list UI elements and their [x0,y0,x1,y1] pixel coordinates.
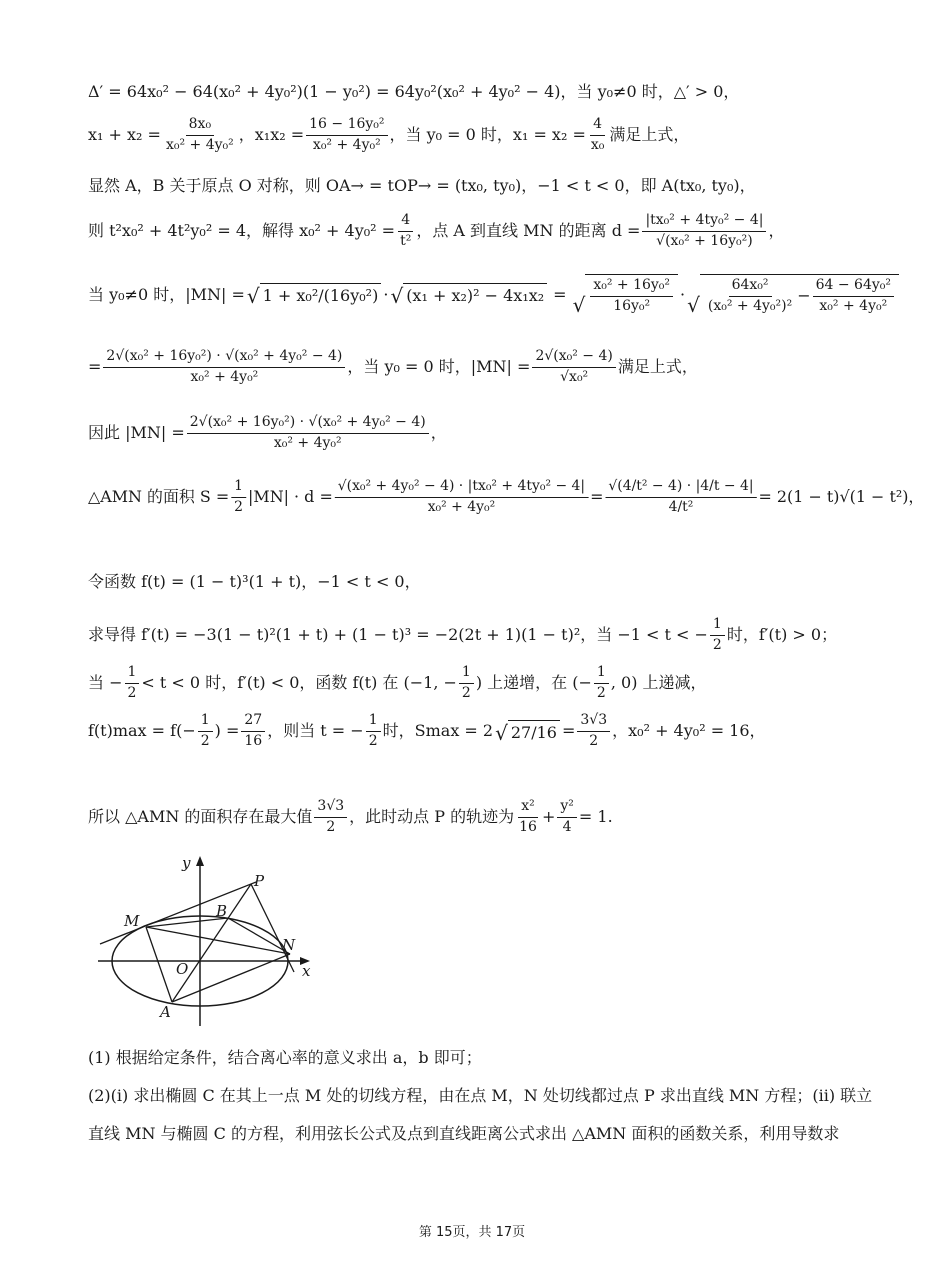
text: 令函数 f(t) = (1 − t)³(1 + t)，−1 < t < 0， [88,572,421,591]
fraction: $\frac{\text{√(x₀² + 4y₀² − 4) · |tx₀² + 4ty₀² − 4|}}{\text{x₀² + 4y₀²}}$ [335,478,588,516]
text: 时，Smax = 2 [382,721,494,740]
text: ， [430,423,447,442]
text: ，此时动点 P 的轨迹为 [349,807,515,826]
line-13 [88,798,613,836]
fraction: $\frac{1}{2}$ [710,616,725,654]
label-p: P [254,872,265,890]
text: 时，f′(t) > 0； [726,625,838,644]
fraction: $\frac{4}{\text{x₀}}$ [590,116,605,153]
line-15 [88,1086,872,1106]
text: = [88,357,102,376]
fraction: $\frac{\text{y²}}{4}$ [557,798,577,836]
label-a: A [160,1003,171,1021]
label-x: x [302,962,311,980]
text: 当 y₀≠0 时，|MN| = [88,284,245,304]
line-am [146,927,172,1002]
text: ，点 A 到直线 MN 的距离 d = [416,221,641,240]
text: 满足上式， [617,357,698,376]
label-o: O [176,960,189,978]
dot: · [383,284,389,304]
fraction: $\frac{1}{2}$ [366,712,381,750]
sqrt: √ $\frac{\text{x₀² + 16y₀²}}{\text{16y₀²}}$ [573,274,678,315]
line-pn [251,884,294,972]
text: ，x₁x₂ = [238,125,305,144]
line-5 [88,274,901,315]
fraction: $\frac{\text{|tx₀² + 4ty₀² − 4|}}{\text{√(x₀² + 16y₀²)}}$ [642,212,766,250]
text: = 1. [578,807,613,826]
fraction: $\frac{\text{8x₀}}{\text{x₀² + 4y₀²}}$ [165,116,234,153]
text: = [561,721,576,740]
sqrt: √ (x₁ + x₂)² − 4x₁x₂ [390,283,547,306]
text: < t < 0 时，f′(t) < 0，函数 f(t) 在 (−1, − [141,673,457,692]
text: , 0) 上递减， [610,673,707,692]
text: 求导得 f′(t) = −3(1 − t)²(1 + t) + (1 − t)³ = −2(2t + 1)(1 − t)²，当 −1 < t < − [88,625,708,644]
fraction: $\frac{\text{x²}}{16}$ [519,798,537,835]
text: ，x₀² + 4y₀² = 16， [612,721,766,740]
fraction: $\frac{3√3}{2}$ [577,712,610,750]
text: 所以 △AMN 的面积存在最大值 [88,807,313,826]
text: △AMN 的面积 S = [88,487,230,506]
label-b: B [216,902,228,920]
label-m: M [124,912,140,930]
line-2 [88,116,689,154]
fraction: $\frac{\text{2√(x₀² + 16y₀²) · √(x₀² + 4y₀² − 4)}}{\text{x₀² + 4y₀²}}$ [187,414,429,452]
line-16 [88,1124,839,1144]
line-4 [88,212,784,250]
text: 当 − [88,673,123,692]
equals: = [553,284,567,304]
text: ) = [214,721,240,740]
line-3 [88,176,756,196]
text: 显然 A，B 关于原点 O 对称，则 OA→ = tOP→ = (tx₀, ty₀)，−1 < t < 0，即 A(tx₀, ty₀)， [88,176,756,195]
fraction: $\frac{1}{2}$ [125,664,140,702]
fraction: $\frac{1}{2}$ [198,712,213,750]
sqrt: √ 27/16 [495,720,560,743]
sqrt: √ 1 + x₀²/(16y₀²) [247,283,381,306]
fraction: $\frac{\text{2√(x₀² + 16y₀²) · √(x₀² + 4y₀² − 4)}}{\text{x₀² + 4y₀²}}$ [103,348,345,386]
fraction: $\frac{4}{\text{t²}}$ [400,212,412,249]
line-12 [88,712,766,750]
text: = [590,487,604,506]
text: 直线 MN 与椭圆 C 的方程，利用弦长公式及点到直线距离公式求出 △AMN 面积的函数关系，利用导数求 [88,1124,840,1143]
fraction: $\frac{1}{2}$ [231,478,246,516]
text: ，当 y₀ = 0 时，|MN| = [347,357,531,376]
line-14 [88,1048,482,1068]
page-footer: 第 15页，共 17页 [418,1225,526,1240]
line-7 [88,414,447,452]
label-y: y [182,854,191,872]
line-1 [88,82,739,102]
text: ) 上递增，在 (− [475,673,592,692]
line-mn [146,927,290,954]
line-ap [172,884,251,1002]
text: + [541,807,556,826]
text: (2)(i) 求出椭圆 C 在其上一点 M 处的切线方程，由在点 M，N 处切线都过点 P 求出直线 MN 方程；(ii) 联立 [88,1086,873,1105]
text: 因此 |MN| = [88,423,185,442]
text: |MN| · d = [248,487,333,506]
text: 则 t²x₀² + 4t²y₀² = 4，解得 x₀² + 4y₀² = [88,221,396,240]
line-6 [88,348,698,386]
text: (1) 根据给定条件，结合离心率的意义求出 a，b 即可； [88,1048,482,1067]
fraction: $\frac{27}{16}$ [241,712,265,750]
y-axis-arrow [196,856,204,866]
text: ，当 y₀ = 0 时，x₁ = x₂ = [389,125,586,144]
line-9 [88,572,421,592]
label-n: N [282,936,296,954]
fraction: $\frac{1}{2}$ [594,664,609,702]
text: f(t)max = f(− [88,721,196,740]
fraction: $\frac{\text{√(4/t² − 4) · |4/t − 4|}}{\text{4/t²}}$ [605,478,756,516]
fraction: $\frac{\text{2√(x₀² − 4)}}{\text{√x₀²}}$ [532,348,615,386]
text: 满足上式， [609,125,690,144]
text: = 2(1 − t)√(1 − t²)， [758,487,925,506]
text: x₁ + x₂ = [88,125,161,144]
fraction: $\frac{\text{16 − 16y₀²}}{\text{x₀² + 4y₀²}}$ [306,116,387,154]
line-11 [88,664,707,702]
line-10 [88,616,837,654]
text: ， [768,221,785,240]
line-8 [88,478,924,516]
dot: · [680,284,686,304]
text: ，则当 t = − [267,721,364,740]
fraction: $\frac{3√3}{2}$ [314,798,347,836]
sqrt: √ $\frac{\text{64x₀²}}{\text{(x₀² + 4y₀²)²}}$ − $\frac{\text{64 − 64y₀²}}{\text{x₀² + 4y₀²}}$ [687,274,899,315]
text: Δ′ = 64x₀² − 64(x₀² + 4y₀²)(1 − y₀²) = 64y₀²(x₀² + 4y₀² − 4)，当 y₀≠0 时，△′ > 0， [88,82,740,101]
ellipse-figure [96,852,336,1032]
fraction: $\frac{1}{2}$ [459,664,474,702]
